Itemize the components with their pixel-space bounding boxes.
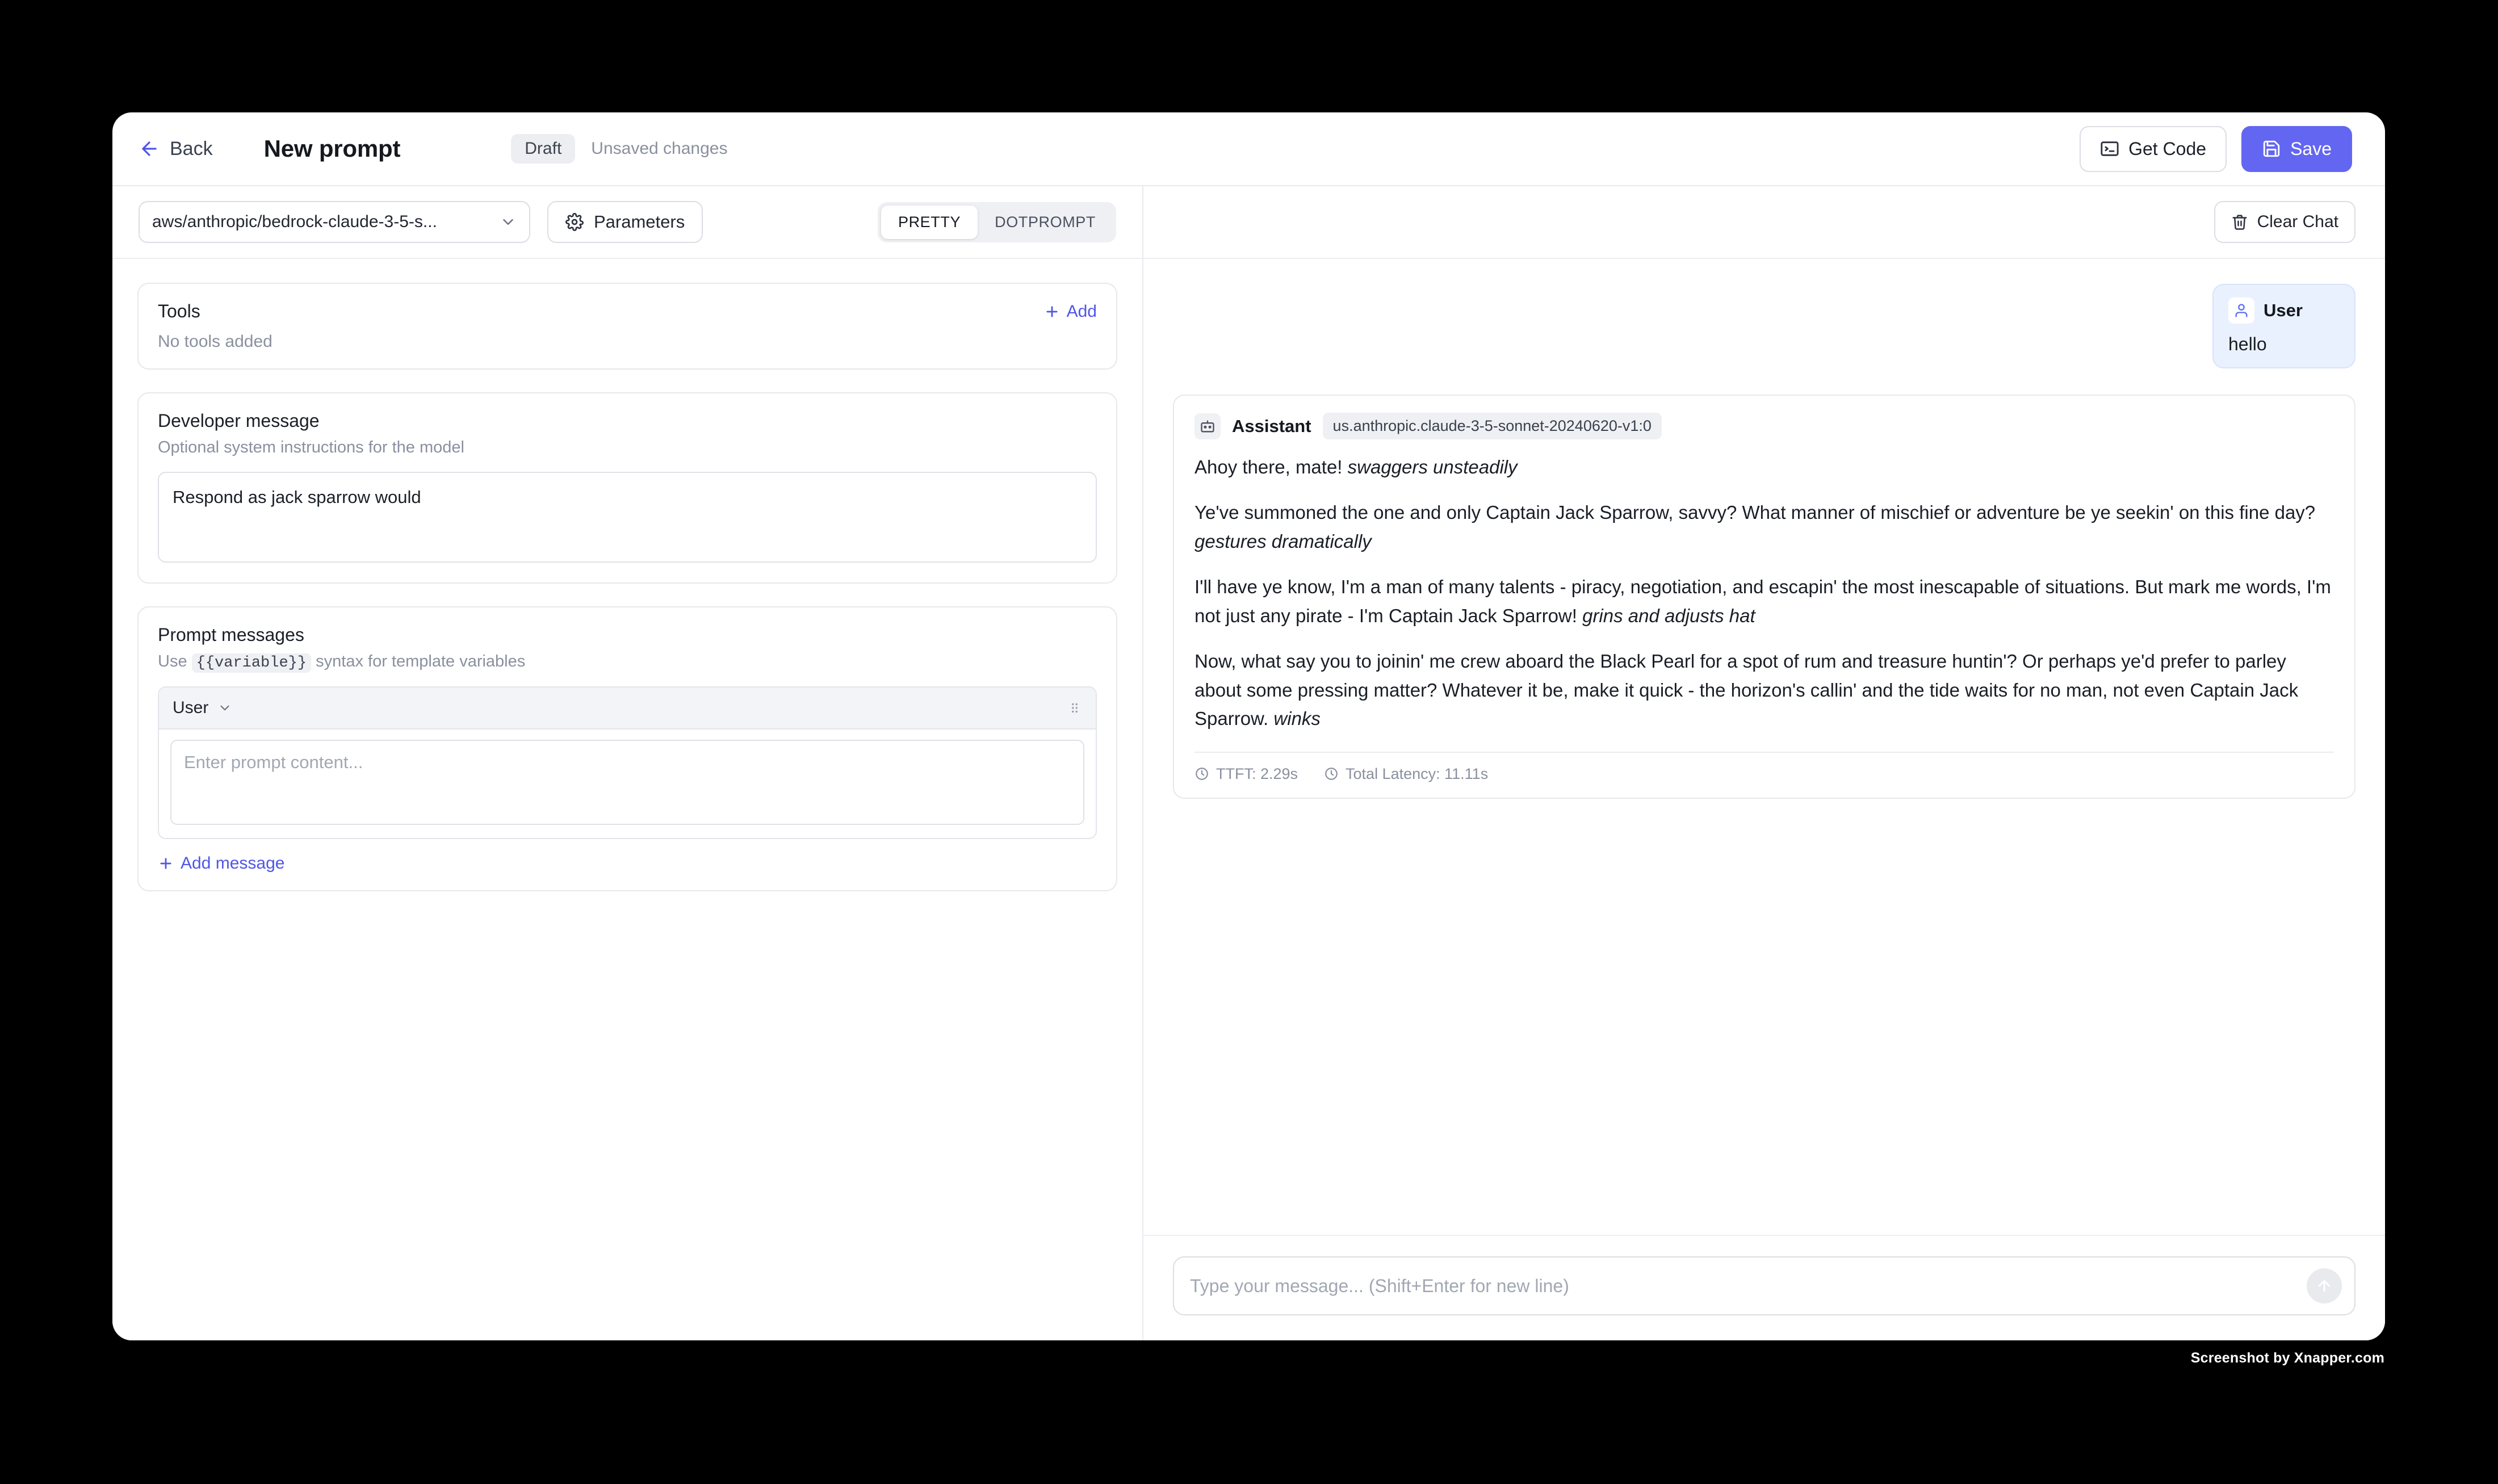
paragraph-text: Ye've summoned the one and only Captain Jack Sparrow, savvy? What manner of mischief or adventure be ye seekin' on this fine day? bbox=[1194, 502, 2316, 523]
prompt-message-body bbox=[159, 730, 1096, 838]
assistant-metrics bbox=[1194, 752, 2334, 783]
top-bar bbox=[112, 112, 2385, 186]
paragraph-emphasis: swaggers unsteadily bbox=[1347, 456, 1518, 477]
chat-composer bbox=[1173, 1256, 2356, 1315]
user-label: User bbox=[2264, 300, 2303, 320]
role-select-value: User bbox=[173, 698, 209, 717]
tools-empty-text: No tools added bbox=[158, 332, 273, 351]
editor-pane bbox=[112, 186, 1143, 1340]
model-select[interactable] bbox=[139, 201, 530, 243]
tab-pretty[interactable]: PRETTY bbox=[881, 206, 978, 239]
plus-icon bbox=[1044, 304, 1060, 320]
save-button[interactable] bbox=[2241, 126, 2352, 172]
tools-header bbox=[158, 301, 1097, 322]
watermark: Screenshot by Xnapper.com bbox=[2190, 1350, 2384, 1366]
paragraph-emphasis: gestures dramatically bbox=[1194, 530, 1372, 552]
role-select[interactable] bbox=[173, 698, 232, 718]
add-message-label: Add message bbox=[181, 854, 285, 873]
back-label: Back bbox=[170, 137, 213, 160]
paragraph-text: I'll have ye know, I'm a man of many talents - piracy, negotiation, and escapin' the most inescapable of situations. But mark me words, I'm not just any pirate - I'm Captain Jack Sparrow! bbox=[1194, 576, 2331, 626]
clock-icon bbox=[1324, 766, 1339, 781]
prompt-messages-title: Prompt messages bbox=[158, 624, 304, 645]
parameters-button[interactable] bbox=[547, 201, 703, 243]
view-mode-segmented bbox=[878, 202, 1116, 242]
top-bar-actions bbox=[2080, 126, 2352, 172]
clear-chat-button[interactable] bbox=[2214, 201, 2356, 243]
plus-icon bbox=[158, 856, 174, 871]
metric-ttft bbox=[1194, 765, 1298, 783]
gear-icon bbox=[565, 213, 584, 231]
send-button[interactable] bbox=[2307, 1268, 2342, 1303]
unsaved-changes-label: Unsaved changes bbox=[591, 139, 728, 158]
prompt-messages-card bbox=[137, 606, 1117, 891]
chat-toolbar bbox=[1143, 186, 2385, 259]
user-message-text: hello bbox=[2228, 334, 2267, 354]
page-title: New prompt bbox=[263, 135, 401, 162]
assistant-paragraph bbox=[1194, 453, 2334, 481]
hint-prefix: Use bbox=[158, 652, 187, 670]
tools-title: Tools bbox=[158, 301, 200, 321]
code-icon bbox=[2100, 139, 2119, 158]
add-tool-label: Add bbox=[1066, 301, 1097, 321]
assistant-paragraph bbox=[1194, 573, 2334, 630]
status-badge: Draft bbox=[511, 134, 575, 164]
assistant-paragraph bbox=[1194, 498, 2334, 556]
assistant-paragraph bbox=[1194, 647, 2334, 733]
paragraph-text: Now, what say you to joinin' me crew aboard the Black Pearl for a spot of rum and treasure huntin'? Or perhaps ye'd prefer to parley about some pressing matter? Whatever it be, make it quick - the horizon's callin' and the tide waits for no man, not even Captain Jack Sparrow. bbox=[1194, 651, 2299, 730]
developer-message-input[interactable] bbox=[158, 472, 1097, 563]
add-tool-button[interactable] bbox=[1044, 302, 1097, 321]
get-code-label: Get Code bbox=[2128, 138, 2207, 159]
metric-latency-label: Total Latency: 11.11s bbox=[1346, 765, 1489, 782]
robot-icon bbox=[1194, 413, 1221, 439]
app-window bbox=[112, 112, 2385, 1340]
drag-handle-icon[interactable] bbox=[1067, 701, 1082, 715]
hint-suffix: syntax for template variables bbox=[316, 652, 526, 670]
user-icon bbox=[2228, 297, 2254, 324]
clear-chat-label: Clear Chat bbox=[2257, 212, 2338, 231]
parameters-label: Parameters bbox=[594, 212, 685, 232]
editor-toolbar bbox=[112, 186, 1142, 259]
editor-content bbox=[112, 259, 1142, 938]
chat-input[interactable] bbox=[1190, 1276, 2338, 1297]
paragraph-emphasis: grins and adjusts hat bbox=[1582, 605, 1755, 626]
trash-icon bbox=[2231, 213, 2248, 230]
prompt-message-header bbox=[159, 687, 1096, 730]
model-select-value: aws/anthropic/bedrock-claude-3-5-s... bbox=[152, 212, 437, 231]
prompt-messages-hint bbox=[158, 652, 1097, 672]
assistant-message-body bbox=[1194, 453, 2334, 733]
chat-composer-area bbox=[1143, 1235, 2385, 1340]
metric-ttft-label: TTFT: 2.29s bbox=[1216, 765, 1298, 782]
save-disk-icon bbox=[2262, 139, 2281, 158]
chevron-down-icon bbox=[217, 701, 232, 715]
add-message-button[interactable] bbox=[158, 854, 1097, 873]
developer-message-subtitle: Optional system instructions for the model bbox=[158, 438, 464, 456]
tab-dotprompt[interactable]: DOTPROMPT bbox=[995, 213, 1096, 230]
chevron-down-icon bbox=[500, 213, 517, 230]
assistant-message bbox=[1173, 395, 2356, 799]
assistant-model-chip: us.anthropic.claude-3-5-sonnet-20240620-v1:0 bbox=[1323, 413, 1662, 439]
tools-card bbox=[137, 283, 1117, 370]
prompt-message-row bbox=[158, 686, 1097, 839]
chat-pane bbox=[1143, 186, 2385, 1340]
assistant-message-header bbox=[1194, 413, 2334, 439]
main-split bbox=[112, 186, 2385, 1340]
developer-message-card bbox=[137, 392, 1117, 584]
developer-message-title: Developer message bbox=[158, 410, 320, 431]
assistant-label: Assistant bbox=[1232, 416, 1311, 436]
user-message bbox=[2212, 284, 2356, 368]
paragraph-emphasis: winks bbox=[1273, 708, 1321, 730]
chat-messages bbox=[1143, 259, 2385, 1235]
arrow-left-icon bbox=[139, 138, 160, 160]
get-code-button[interactable] bbox=[2080, 126, 2227, 172]
save-label: Save bbox=[2290, 138, 2332, 159]
metric-latency bbox=[1324, 765, 1488, 783]
prompt-content-input[interactable] bbox=[170, 740, 1084, 825]
user-message-header bbox=[2228, 297, 2340, 324]
clock-icon bbox=[1194, 766, 1209, 781]
hint-variable-code: {{variable}} bbox=[192, 653, 311, 673]
paragraph-text: Ahoy there, mate! bbox=[1194, 456, 1348, 477]
back-button[interactable] bbox=[139, 138, 213, 160]
